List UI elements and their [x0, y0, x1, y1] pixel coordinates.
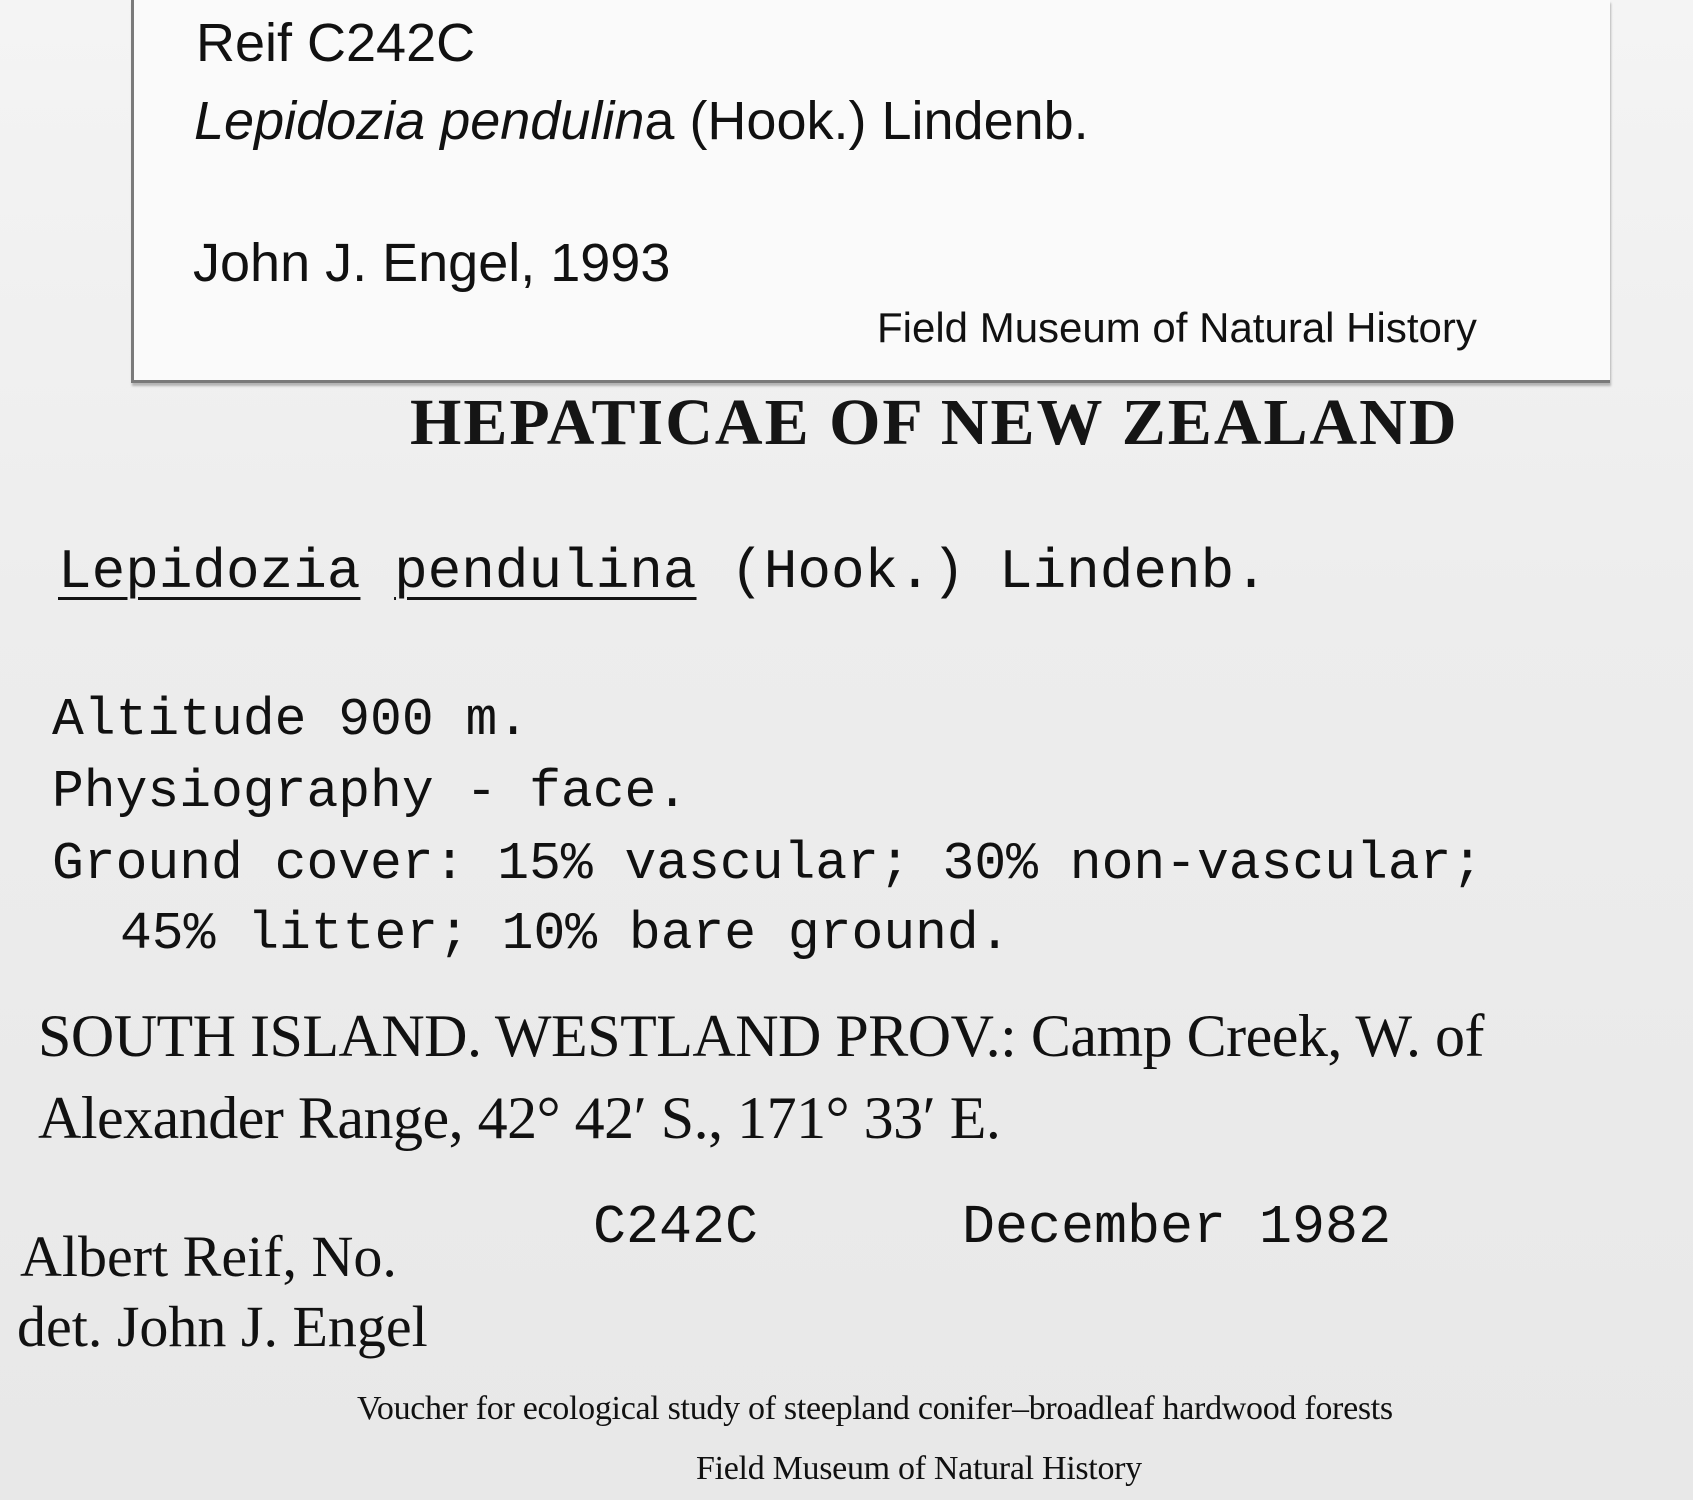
label-determiner: det. John J. Engel — [17, 1294, 428, 1359]
det-slip-specimen-number: Reif C242C — [196, 13, 476, 73]
habitat-physiography: Physiography - face. — [52, 762, 689, 822]
det-slip-epithet: pendulin — [440, 91, 645, 151]
habitat-ground-cover-line1: Ground cover: 15% vascular; 30% non-vascular; — [52, 834, 1484, 894]
label-title: HEPATICAE OF NEW ZEALAND — [410, 386, 1459, 459]
det-slip-taxon-name — [194, 90, 1089, 152]
voucher-note: Voucher for ecological study of steepland conifer–broadleaf hardwood forests — [357, 1390, 1393, 1427]
det-slip-determiner: John J. Engel, 1993 — [193, 233, 671, 293]
habitat-ground-cover-line2: 45% litter; 10% bare ground. — [120, 904, 1011, 964]
label-authority: (Hook.) Lindenb. — [730, 540, 1268, 604]
det-slip-institution: Field Museum of Natural History — [877, 304, 1477, 351]
collector: Albert Reif, No. — [20, 1224, 397, 1289]
collection-date: December 1982 — [962, 1196, 1392, 1259]
locality-line2: Alexander Range, 42° 42′ S., 171° 33′ E. — [38, 1085, 1001, 1151]
det-slip-epithet-end: a — [644, 91, 675, 151]
det-slip-authority: (Hook.) Lindenb. — [689, 91, 1089, 151]
label-genus: Lepidozia — [58, 540, 361, 604]
label-institution: Field Museum of Natural History — [696, 1450, 1142, 1487]
habitat-altitude: Altitude 900 m. — [52, 690, 530, 750]
det-slip-genus: Lepidozia — [194, 91, 426, 151]
label-taxon-name — [58, 540, 1268, 604]
collection-number: C242C — [593, 1196, 759, 1259]
locality-line1: SOUTH ISLAND. WESTLAND PROV.: Camp Creek, W. of — [38, 1003, 1484, 1069]
label-epithet: pendulina — [394, 540, 697, 604]
